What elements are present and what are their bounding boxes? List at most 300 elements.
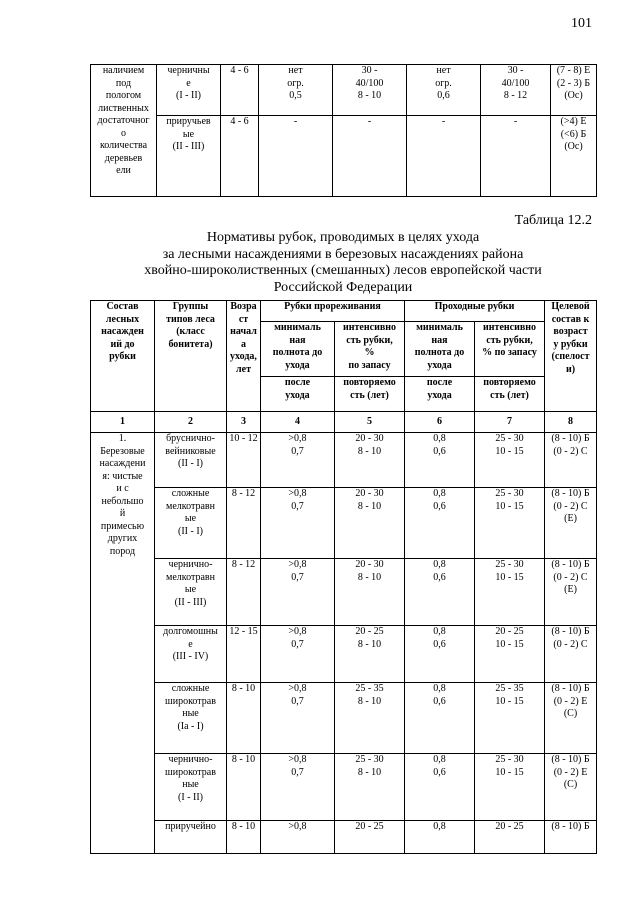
passage-density-cell [405,821,475,854]
table-row [91,116,597,197]
thinning-density-cell-line: >0,8 [288,683,307,694]
passage-density-cell [407,116,481,197]
header-passage [405,301,545,322]
column-number-line: 3 [241,415,246,427]
header-target-composition-line: и) [565,363,576,375]
forest-type-cell-line: ые [184,513,197,524]
column-number [227,412,261,433]
age-cell [227,821,261,854]
thinning-density-cell-line: >0,8 [288,559,307,570]
header-after-care [261,377,335,412]
forest-type-cell [155,488,227,559]
column-number-line: 5 [367,415,372,427]
composition-cell-line: пород [109,545,136,557]
column-number [335,412,405,433]
passage-intensity-cell [475,754,545,821]
forest-type-cell-line: (I - II) [176,90,201,101]
thinning-density-cell-line: 0,7 [291,638,304,650]
composition-cell-line: насаждени [99,458,146,469]
header-row [91,301,597,322]
thinning-density-cell [261,821,335,854]
thinning-intensity-cell-line: 8 - 10 [357,571,382,583]
composition-cell-line: Березовые [100,445,145,457]
target-composition-cell-line: (0 - 2) Е [553,695,588,707]
thinning-intensity-cell [335,754,405,821]
target-composition-cell [551,65,597,116]
forest-type-cell-line: (II - III) [172,141,205,152]
thinning-intensity-cell [335,683,405,754]
target-composition-cell-line: (8 - 10) Б [551,626,590,637]
composition-cell-line: 1. [118,433,127,444]
age-cell-line: 8 - 12 [231,488,256,499]
title-line: за лесными насаждениями в березовых насаждениях района [162,246,524,262]
forest-type-cell-line: ые [184,584,197,595]
header-forest-type-line: (класс [176,326,205,337]
header-start-age-line: начал [230,326,257,337]
thinning-density-cell-line: - [293,116,298,127]
forest-type-cell [155,626,227,683]
forest-type-cell-line: широкотрав [165,766,216,778]
header-after-care-passage [405,377,475,412]
header-min-density [261,322,335,377]
forest-condition-cell-line: деревьев [104,152,143,164]
header-passage-intensity-line: сть рубки, [486,334,533,346]
thinning-intensity-cell-line: 20 - 30 [355,559,384,570]
forest-condition-cell [91,65,157,197]
header-min-density-line: минималь [274,322,321,333]
age-cell-line: 12 - 15 [229,626,258,637]
header-thinning-intensity-line: сть рубки, [346,334,393,346]
thinning-intensity-cell [335,821,405,854]
passage-intensity-cell [475,433,545,488]
forest-type-cell-line: (III - IV) [172,651,209,662]
passage-density-cell-line: 0,6 [433,695,446,707]
forest-type-cell-line: сложные [171,488,210,499]
header-repeat-passage-line: повторяемо [483,377,536,388]
passage-density-cell-line: 0,6 [433,638,446,650]
age-cell [221,65,259,116]
target-composition-cell-line: (С) [563,708,578,719]
column-number-line: 4 [295,415,300,427]
header-composition-line: Состав [106,301,139,312]
header-repeat-line: повторяемо [343,377,396,388]
forest-type-cell [157,65,221,116]
passage-intensity-cell-line: 30 - [507,65,524,76]
thinning-intensity-cell-line: 20 - 25 [355,821,384,832]
header-start-age-line: лет [236,363,251,375]
passage-density-cell-line: 0,8 [433,626,446,637]
passage-intensity-cell-line: 40/100 [501,77,530,89]
table-row [91,683,597,754]
forest-type-cell-line: долгомошны [163,626,218,637]
target-composition-cell-line: (0 - 2) С [553,500,588,512]
passage-density-cell-line: 0,6 [433,500,446,512]
forest-type-cell-line: е [188,638,193,650]
header-passage-intensity-line: интенсивно [483,322,537,333]
thinning-density-cell-line: 0,5 [289,90,302,101]
thinning-density-cell [261,488,335,559]
passage-intensity-cell-line: 25 - 30 [495,488,524,499]
target-composition-cell-line: (Е) [564,584,577,595]
header-min-density-passage-line: ная [431,334,448,346]
target-composition-cell-line: (2 - 3) Б [556,77,591,89]
thinning-density-cell-line: >0,8 [288,488,307,499]
forest-condition-cell-line: под [115,77,132,89]
forest-type-cell [155,433,227,488]
forest-type-cell-line: мелкотравн [166,571,215,583]
table-label: Таблица 12.2 [514,213,592,228]
composition-cell-line: я: чистые [102,470,143,482]
thinning-density-cell [259,65,333,116]
thinning-intensity-cell-line: 8 - 10 [357,500,382,512]
passage-density-cell-line: 0,8 [433,433,446,444]
column-number [475,412,545,433]
header-start-age-line: а [241,338,246,350]
forest-type-cell-line: (Iа - I) [177,720,204,732]
forest-type-cell-line: черничны [167,65,210,76]
table-row [91,488,597,559]
passage-intensity-cell [481,65,551,116]
forest-type-cell-line: мелкотравн [166,500,215,512]
passage-density-cell-line: - [441,116,446,127]
passage-intensity-cell-line: 25 - 35 [495,683,524,694]
header-passage-line: Проходные рубки [434,301,515,312]
passage-density-cell-line: 0,8 [433,754,446,765]
forest-type-cell [155,683,227,754]
thinning-intensity-cell-line: 25 - 30 [355,754,384,765]
thinning-density-cell-line: >0,8 [288,433,307,444]
header-start-age-line: ст [238,313,249,325]
thinning-intensity-cell-line: 20 - 30 [355,433,384,444]
column-number-line: 6 [437,415,443,427]
passage-density-cell [405,683,475,754]
thinning-density-cell-line: 0,7 [291,445,304,457]
column-number-line: 8 [568,415,574,427]
thinning-intensity-cell [335,433,405,488]
passage-intensity-cell [481,116,551,197]
thinning-density-cell [261,626,335,683]
forest-condition-cell-line: наличием [102,65,145,76]
target-composition-cell-line: (8 - 10) Б [551,488,590,499]
header-forest-type-line: бонитета) [168,338,213,350]
header-target-composition [545,301,597,412]
header-passage-intensity [475,322,545,377]
forest-type-cell [155,821,227,854]
header-min-density-line: ная [289,334,306,346]
top-continuation-table [90,64,597,197]
thinning-density-cell-line: 0,7 [291,695,304,707]
header-composition-line: лесных [105,313,140,325]
composition-cell-line: небольшо [101,495,144,507]
thinning-intensity-cell-line: 25 - 35 [355,683,384,694]
target-composition-cell [545,559,597,626]
passage-density-cell [405,626,475,683]
passage-intensity-cell-line: 10 - 15 [495,445,524,457]
header-start-age-line: ухода, [230,351,257,362]
header-thinning-intensity-line: интенсивно [343,322,396,333]
thinning-intensity-cell [333,65,407,116]
header-repeat-line: сть (лет) [350,389,389,401]
passage-intensity-cell-line: 25 - 30 [495,754,524,765]
age-cell-line: 8 - 10 [231,754,256,765]
target-composition-cell-line: (Е) [564,513,577,524]
title-line: Российской Федерации [273,279,413,295]
thinning-intensity-cell [333,116,407,197]
forest-type-cell-line: ные [182,708,199,719]
composition-cell-line: примесью [100,520,145,532]
forest-type-cell-line: приручейно [165,821,216,832]
header-composition-line: насажден [101,326,144,337]
composition-cell-line: других [107,533,138,544]
thinning-density-cell [261,433,335,488]
composition-cell-line: и с [116,483,129,494]
table-row [91,626,597,683]
passage-density-cell-line: 0,8 [433,683,446,694]
header-start-age [227,301,261,412]
forest-type-cell-line: приручьев [166,116,211,127]
target-composition-cell [545,754,597,821]
forest-type-cell [157,116,221,197]
title-line: Нормативы рубок, проводимых в целях ухода [206,230,480,245]
target-composition-cell-line: (0 - 2) С [553,445,588,457]
thinning-density-cell-line: 0,7 [291,571,304,583]
target-composition-cell [545,821,597,854]
forest-type-cell-line: (II - I) [178,458,203,469]
passage-intensity-cell-line: 20 - 25 [495,821,524,832]
passage-density-cell [405,488,475,559]
passage-density-cell-line: 0,6 [433,445,446,457]
header-composition-line: ий до [110,338,135,350]
forest-type-cell-line: ные [182,779,199,790]
forest-condition-cell-line: пологом [105,90,142,101]
forest-type-cell-line: бруснично- [166,433,215,444]
thinning-intensity-cell-line: 20 - 30 [355,488,384,499]
thinning-density-cell-line: >0,8 [288,626,307,637]
age-cell-line: 8 - 10 [231,821,256,832]
target-composition-cell-line: (<6) Б [560,128,587,140]
forest-type-cell-line: (II - III) [174,596,207,608]
header-min-density-passage [405,322,475,377]
header-min-density-passage-line: минималь [416,322,463,333]
header-thinning-intensity-line: % [364,347,375,358]
column-number-line: 2 [188,415,193,427]
forest-type-cell-line: (I - II) [178,791,203,803]
table-title [90,230,596,296]
target-composition-cell-line: (8 - 10) Б [551,559,590,570]
column-number-row [91,412,597,433]
passage-intensity-cell-line: - [513,116,518,127]
forest-type-cell [155,559,227,626]
table-row [91,754,597,821]
passage-intensity-cell [475,488,545,559]
age-cell-line: 4 - 6 [230,116,249,127]
forest-type-cell-line: (II - I) [178,525,203,537]
thinning-intensity-cell-line: 20 - 25 [355,626,384,637]
thinning-density-cell-line: 0,7 [291,766,304,778]
title-line: хвойно-широколиственных (смешанных) лесов европейской части [144,263,542,278]
passage-density-cell [405,433,475,488]
forest-condition-cell-line: ели [116,165,131,176]
thinning-intensity-cell-line: 30 - [361,65,378,76]
thinning-intensity-cell-line: 8 - 10 [357,766,382,778]
composition-cell [91,433,155,854]
passage-density-cell-line: 0,6 [433,766,446,778]
header-thinning-line: Рубки прореживания [284,301,381,312]
passage-intensity-cell-line: 8 - 12 [503,90,528,101]
thinning-intensity-cell-line: 8 - 10 [357,695,382,707]
thinning-density-cell [261,683,335,754]
header-after-care-passage-line: ухода [427,389,452,401]
passage-density-cell [405,754,475,821]
header-forest-type-line: типов леса [166,313,215,325]
header-repeat-passage-line: сть (лет) [490,389,529,401]
table-row [91,559,597,626]
table-row [91,433,597,488]
thinning-intensity-cell-line: 8 - 10 [357,445,382,457]
header-after-care-passage-line: после [426,377,453,388]
header-min-density-passage-line: полнота до [414,347,465,358]
header-repeat-passage [475,377,545,412]
header-after-care-line: ухода [285,389,310,401]
forest-condition-cell-line: достаточног [97,115,150,126]
target-composition-cell-line: (0 - 2) С [553,571,588,583]
header-min-density-line: полнота до [272,347,323,358]
passage-density-cell-line: 0,8 [433,821,446,832]
target-composition-cell [545,626,597,683]
header-passage-intensity-line: % по запасу [482,347,537,358]
passage-density-cell-line: 0,6 [437,90,450,101]
target-composition-cell-line: (8 - 10) Б [551,821,590,832]
target-composition-cell [545,488,597,559]
thinning-density-cell-line: >0,8 [288,821,307,832]
forest-type-cell-line: чернично- [168,754,213,765]
header-min-density-line: ухода [285,359,310,371]
forest-type-cell-line: сложные [171,683,210,694]
age-cell-line: 8 - 12 [231,559,256,570]
target-composition-cell-line: (Ос) [564,141,583,152]
target-composition-cell-line: (8 - 10) Б [551,754,590,765]
target-composition-cell-line: (7 - 8) Е [556,65,591,76]
age-cell [221,116,259,197]
thinning-density-cell-line: >0,8 [288,754,307,765]
age-cell [227,626,261,683]
page-number: 101 [571,16,592,31]
target-composition-cell-line: (>4) Е [560,116,587,127]
thinning-density-cell-line: 0,7 [291,500,304,512]
age-cell-line: 8 - 10 [231,683,256,694]
header-thinning-intensity [335,322,405,377]
thinning-intensity-cell [335,626,405,683]
column-number [545,412,597,433]
age-cell-line: 4 - 6 [230,65,249,76]
passage-density-cell-line: 0,8 [433,559,446,570]
thinning-intensity-cell-line: - [367,116,372,127]
age-cell [227,559,261,626]
target-composition-cell [551,116,597,197]
passage-density-cell-line: огр. [435,77,452,89]
passage-intensity-cell-line: 10 - 15 [495,695,524,707]
target-composition-cell-line: (Ос) [564,90,583,101]
passage-intensity-cell [475,683,545,754]
passage-density-cell [405,559,475,626]
column-number [405,412,475,433]
passage-intensity-cell-line: 20 - 25 [495,626,524,637]
age-cell [227,488,261,559]
age-cell [227,754,261,821]
forest-type-cell-line: широкотрав [165,695,216,707]
forest-type-cell-line: е [186,77,191,89]
column-number [261,412,335,433]
passage-intensity-cell [475,821,545,854]
table-row [91,65,597,116]
header-composition-line: рубки [109,351,136,362]
header-thinning-intensity-line: по запасу [348,359,391,371]
column-number [91,412,155,433]
target-composition-cell-line: (С) [563,779,578,790]
passage-intensity-cell [475,626,545,683]
main-table [90,300,597,854]
forest-type-cell-line: вейниковые [165,445,216,457]
table-row [91,821,597,854]
thinning-intensity-cell [335,488,405,559]
header-target-composition-line: Целевой [551,301,590,312]
age-cell-line: 10 - 12 [229,433,258,444]
thinning-intensity-cell-line: 40/100 [355,77,384,89]
passage-intensity-cell-line: 10 - 15 [495,766,524,778]
target-composition-cell-line: (8 - 10) Б [551,683,590,694]
passage-intensity-cell-line: 25 - 30 [495,559,524,570]
target-composition-cell-line: (0 - 2) С [553,638,588,650]
passage-intensity-cell-line: 25 - 30 [495,433,524,444]
header-thinning [261,301,405,322]
passage-intensity-cell-line: 10 - 15 [495,638,524,650]
column-number-line: 7 [507,415,513,427]
composition-cell-line: й [119,508,126,519]
thinning-density-cell-line: огр. [287,77,304,89]
forest-condition-cell-line: о [121,127,126,139]
thinning-density-cell [261,754,335,821]
forest-type-cell-line: ые [182,128,195,140]
header-after-care-line: после [284,377,311,388]
header-repeat [335,377,405,412]
target-composition-cell-line: (0 - 2) Е [553,766,588,778]
passage-intensity-cell-line: 10 - 15 [495,500,524,512]
header-start-age-line: Возра [230,301,257,312]
thinning-density-cell-line: нет [288,65,303,76]
passage-density-cell-line: 0,8 [433,488,446,499]
passage-density-cell-line: нет [436,65,451,76]
header-target-composition-line: у рубки [553,338,588,350]
header-target-composition-line: (спелост [551,351,590,362]
header-composition [91,301,155,412]
forest-type-cell-line: чернично- [168,559,213,570]
column-number [155,412,227,433]
thinning-intensity-cell-line: 8 - 10 [357,90,382,101]
passage-intensity-cell-line: 10 - 15 [495,571,524,583]
thinning-intensity-cell-line: 8 - 10 [357,638,382,650]
thinning-intensity-cell [335,559,405,626]
header-target-composition-line: состав к [551,313,590,325]
target-composition-cell [545,683,597,754]
passage-density-cell-line: 0,6 [433,571,446,583]
target-composition-cell-line: (8 - 10) Б [551,433,590,444]
thinning-density-cell [261,559,335,626]
thinning-density-cell [259,116,333,197]
header-forest-type [155,301,227,412]
forest-type-cell [155,754,227,821]
header-forest-type-line: Группы [172,301,209,312]
passage-intensity-cell [475,559,545,626]
